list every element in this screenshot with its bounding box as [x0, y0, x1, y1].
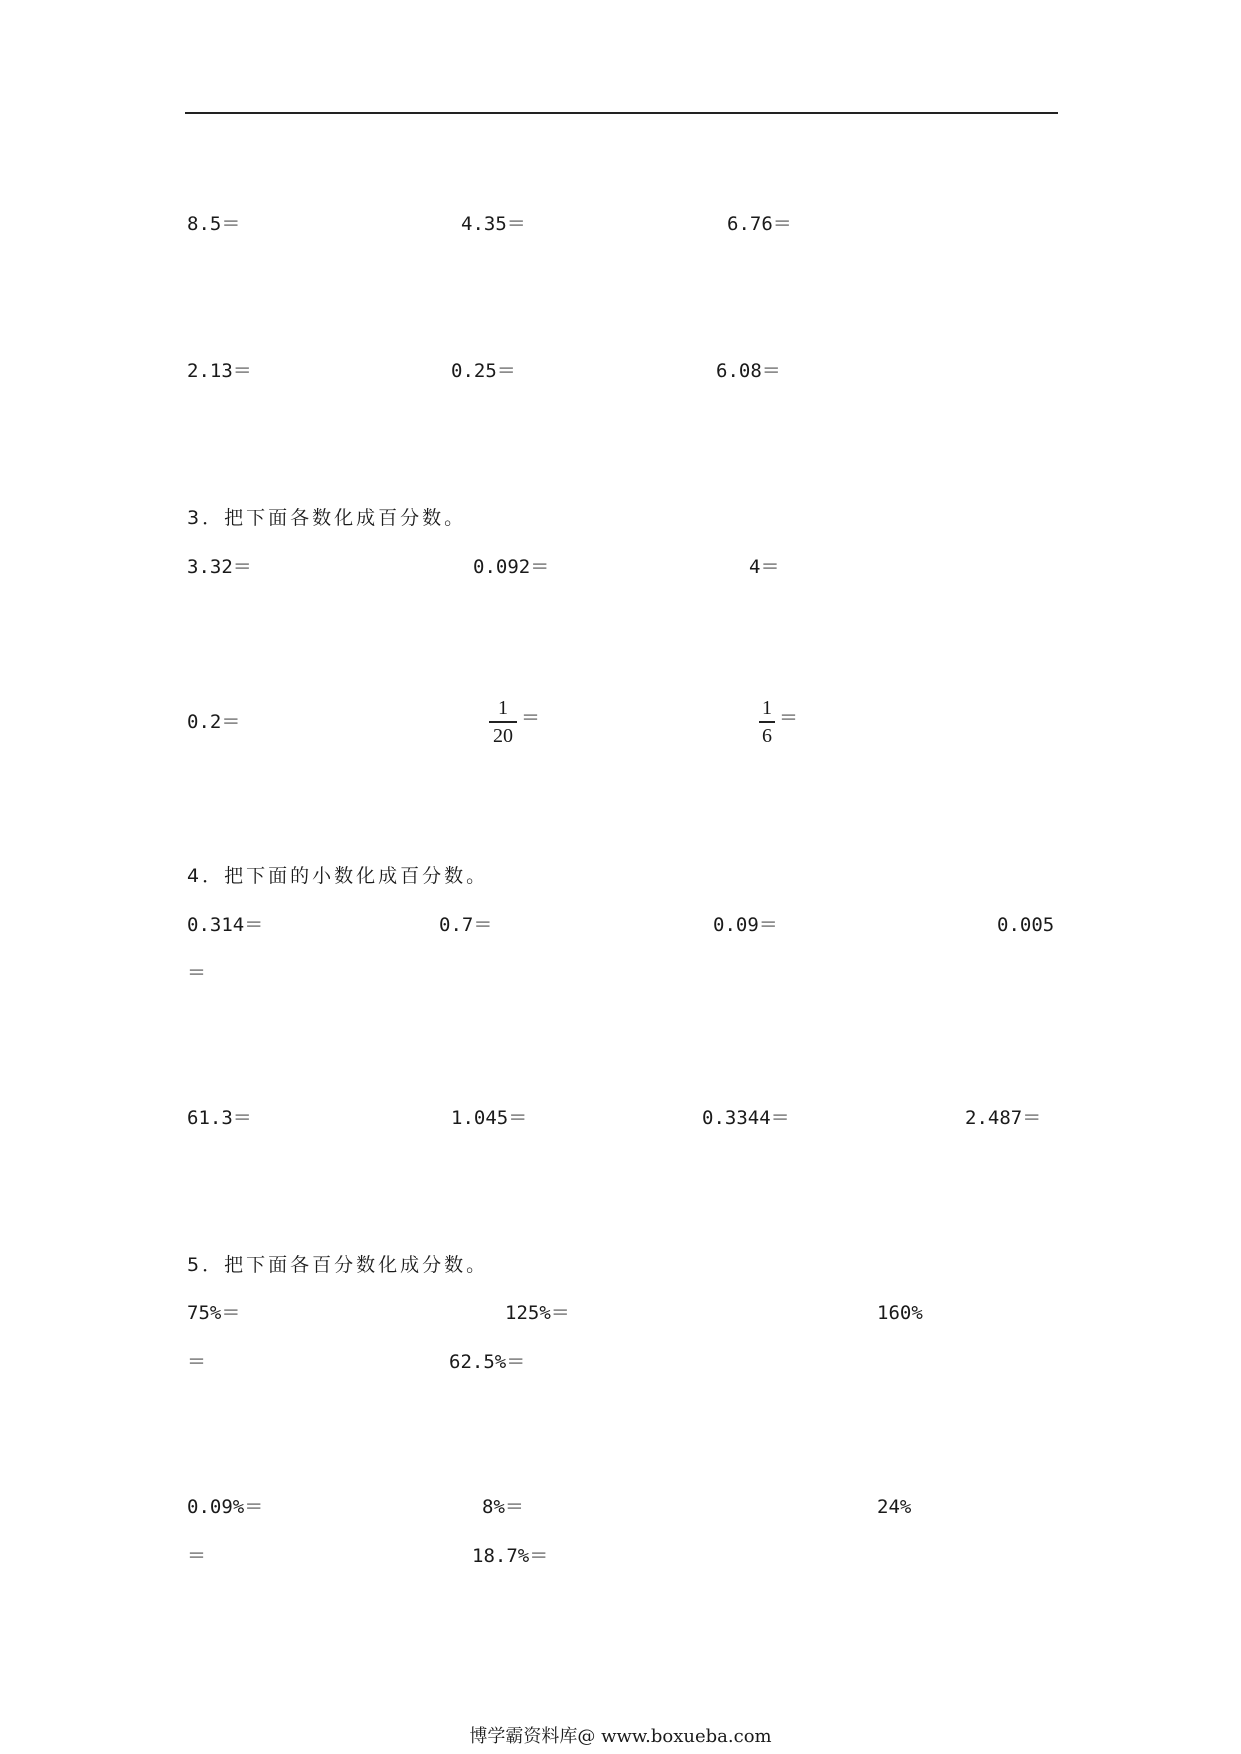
problem-item: 2.13＝ [187, 360, 252, 382]
problem-item: 3.32＝ [187, 556, 252, 578]
fraction-denominator: 20 [493, 724, 513, 747]
problem-item: 0.3344＝ [702, 1107, 790, 1129]
problem-item: 6.76＝ [727, 213, 792, 235]
problem-item: 0.09%＝ [187, 1496, 264, 1518]
problem-item: 61.3＝ [187, 1107, 252, 1129]
fraction-bar [759, 721, 775, 723]
question-5-heading: 5．把下面各百分数化成分数。 [187, 1254, 489, 1276]
problem-item: 75%＝ [187, 1302, 241, 1324]
fraction-numerator: 1 [498, 697, 508, 719]
problem-item: 0.005 [997, 914, 1055, 936]
problem-item-wrap: ＝ [187, 1545, 207, 1567]
problem-item: 125%＝ [505, 1302, 570, 1324]
question-3-heading: 3．把下面各数化成百分数。 [187, 507, 467, 529]
problem-item: 0.092＝ [473, 556, 550, 578]
fraction-bar [489, 721, 517, 723]
problem-item: 0.2＝ [187, 711, 241, 733]
page-footer: 博学霸资料库@ www.boxueba.com [469, 1726, 772, 1747]
problem-item: 0.25＝ [451, 360, 516, 382]
header-rule [185, 112, 1058, 114]
fraction-numerator: 1 [762, 697, 772, 719]
problem-item: 6.08＝ [716, 360, 781, 382]
problem-item: 160% [877, 1302, 923, 1324]
fraction-denominator: 6 [762, 724, 772, 747]
problem-item: 18.7%＝ [472, 1545, 549, 1567]
equals-sign: ＝ [779, 707, 799, 729]
fraction-1-20 [489, 697, 541, 747]
problem-item: 62.5%＝ [449, 1351, 526, 1373]
problem-item: 2.487＝ [965, 1107, 1042, 1129]
problem-item-wrap: ＝ [187, 962, 207, 984]
fraction-1-6 [759, 697, 799, 747]
question-4-heading: 4．把下面的小数化成百分数。 [187, 865, 489, 887]
equals-sign: ＝ [521, 707, 541, 729]
problem-item: 8.5＝ [187, 213, 241, 235]
problem-item: 24% [877, 1496, 912, 1518]
problem-item: 8%＝ [482, 1496, 524, 1518]
problem-item: 0.314＝ [187, 914, 264, 936]
problem-item: 1.045＝ [451, 1107, 528, 1129]
problem-item: 4.35＝ [461, 213, 526, 235]
problem-item-wrap: ＝ [187, 1351, 207, 1373]
problem-item: 0.7＝ [439, 914, 493, 936]
problem-item: 4＝ [749, 556, 780, 578]
problem-item: 0.09＝ [713, 914, 778, 936]
